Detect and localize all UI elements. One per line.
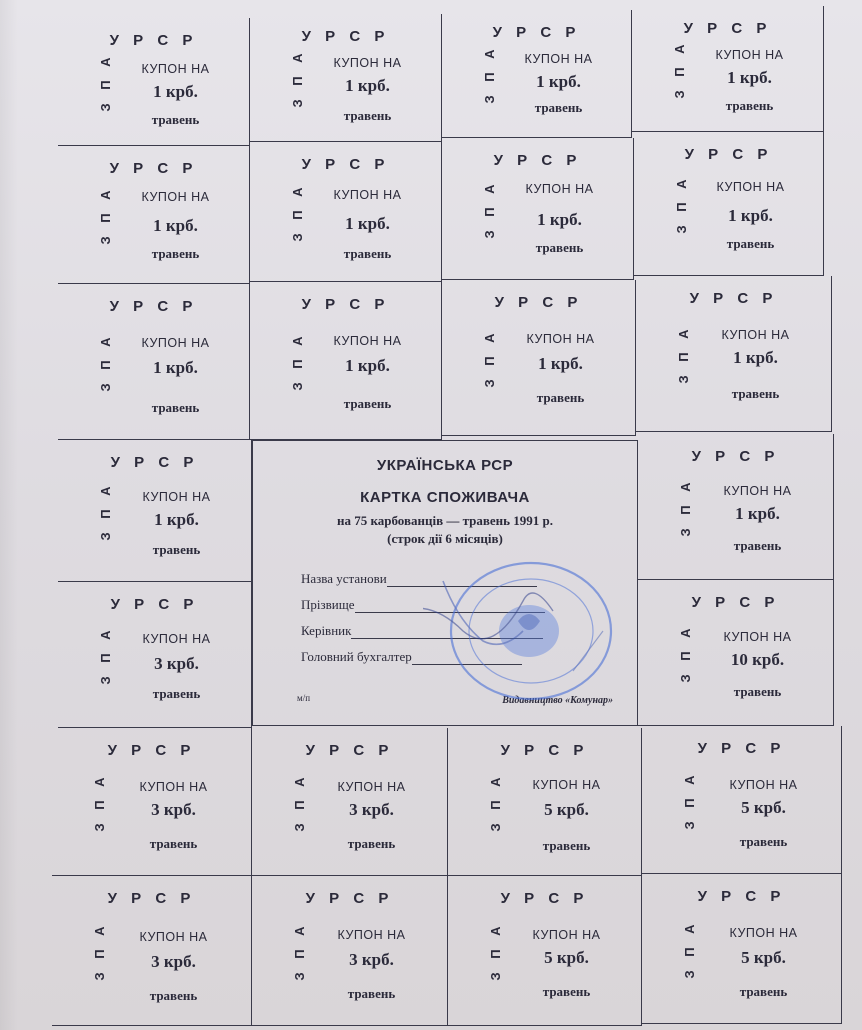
coupon-month: травень — [347, 836, 396, 851]
card-subtitle: КАРТКА СПОЖИВАЧА — [360, 489, 530, 506]
coupon-label: КУПОН НА — [721, 328, 790, 342]
coupon-month: травень — [347, 986, 396, 1001]
coupon-r2c4 — [634, 132, 824, 276]
coupon-header: У Р С Р — [691, 448, 780, 465]
coupon-amount: 1 крб. — [345, 356, 390, 375]
coupon-r6c2 — [252, 728, 448, 876]
coupon-header: У Р С Р — [500, 890, 589, 907]
coupon-header: У Р С Р — [683, 20, 772, 37]
coupon-side-label: З П А — [98, 184, 114, 245]
coupon-r6c4 — [642, 726, 842, 874]
coupon-header: У Р С Р — [110, 596, 199, 613]
coupon-r6c3 — [448, 728, 642, 876]
coupon-month: травень — [535, 240, 584, 255]
coupon-label: КУПОН НА — [723, 484, 792, 498]
coupon-side-label: З П А — [674, 173, 690, 234]
coupon-label: КУПОН НА — [139, 930, 208, 944]
coupon-month: травень — [343, 396, 392, 411]
coupon-amount: 5 крб. — [741, 948, 786, 967]
coupon-header: У Р С Р — [697, 740, 786, 757]
coupon-side-label: З П А — [92, 771, 108, 832]
coupon-side-label: З П А — [488, 920, 504, 981]
coupon-month: травень — [731, 386, 780, 401]
coupon-r2c2 — [250, 142, 442, 282]
coupon-side-label: З П А — [678, 622, 694, 683]
coupon-side-label: З П А — [682, 769, 698, 830]
coupon-label: КУПОН НА — [524, 52, 593, 66]
coupon-r1c1 — [58, 18, 250, 146]
coupon-month: травень — [725, 98, 774, 113]
coupon-side-label: З П А — [482, 327, 498, 388]
coupon-side-label: З П А — [676, 323, 692, 384]
coupon-header: У Р С Р — [107, 890, 196, 907]
coupon-r3c4 — [636, 276, 832, 432]
coupon-amount: 3 крб. — [154, 654, 199, 673]
coupon-r5c4 — [638, 580, 834, 726]
coupon-amount: 3 крб. — [349, 950, 394, 969]
coupon-label: КУПОН НА — [526, 332, 595, 346]
coupon-label: КУПОН НА — [333, 56, 402, 70]
field-manager-label: Керівник — [301, 623, 352, 638]
coupon-header: У Р С Р — [110, 454, 199, 471]
coupon-month: травень — [739, 834, 788, 849]
coupon-amount: 1 крб. — [728, 206, 773, 225]
coupon-amount: 1 крб. — [153, 358, 198, 377]
coupon-side-label: З П А — [682, 918, 698, 979]
coupon-label: КУПОН НА — [141, 190, 210, 204]
coupon-amount: 1 крб. — [727, 68, 772, 87]
coupon-label: КУПОН НА — [729, 778, 798, 792]
coupon-side-label: З П А — [482, 43, 498, 104]
coupon-month: травень — [726, 236, 775, 251]
coupon-month: травень — [739, 984, 788, 999]
coupon-label: КУПОН НА — [532, 778, 601, 792]
coupon-side-label: З П А — [290, 47, 306, 108]
coupon-r4c4 — [638, 434, 834, 580]
coupon-r7c3 — [448, 876, 642, 1026]
field-surname-label: Прізвище — [301, 597, 355, 612]
coupon-amount: 1 крб. — [153, 216, 198, 235]
official-stamp-icon — [423, 551, 613, 711]
coupon-r1c3 — [442, 10, 632, 138]
coupon-side-label: З П А — [678, 476, 694, 537]
coupon-amount: 1 крб. — [537, 210, 582, 229]
coupon-side-label: З П А — [488, 771, 504, 832]
coupon-r7c1 — [52, 876, 252, 1026]
coupon-label: КУПОН НА — [141, 62, 210, 76]
coupon-label: КУПОН НА — [141, 336, 210, 350]
coupon-header: У Р С Р — [305, 742, 394, 759]
coupon-amount: 1 крб. — [538, 354, 583, 373]
coupon-month: травень — [149, 988, 198, 1003]
coupon-label: КУПОН НА — [723, 630, 792, 644]
coupon-amount: 5 крб. — [741, 798, 786, 817]
coupon-r6c1 — [52, 728, 252, 876]
coupon-label: КУПОН НА — [715, 48, 784, 62]
coupon-header: У Р С Р — [689, 290, 778, 307]
coupon-r1c2 — [250, 14, 442, 142]
coupon-r5c1 — [58, 582, 252, 728]
coupon-label: КУПОН НА — [532, 928, 601, 942]
coupon-amount: 3 крб. — [151, 952, 196, 971]
consumer-card — [252, 440, 638, 726]
coupon-amount: 1 крб. — [733, 348, 778, 367]
coupon-month: травень — [534, 100, 583, 115]
coupon-label: КУПОН НА — [333, 334, 402, 348]
coupon-side-label: З П А — [290, 330, 306, 391]
coupon-header: У Р С Р — [301, 28, 390, 45]
coupon-header: У Р С Р — [493, 152, 582, 169]
coupon-header: У Р С Р — [492, 24, 581, 41]
coupon-amount: 1 крб. — [536, 72, 581, 91]
coupon-header: У Р С Р — [500, 742, 589, 759]
coupon-header: У Р С Р — [494, 294, 583, 311]
coupon-r3c1 — [58, 284, 250, 440]
coupon-label: КУПОН НА — [525, 182, 594, 196]
coupon-label: КУПОН НА — [333, 188, 402, 202]
coupon-side-label: З П А — [98, 480, 114, 541]
coupon-month: травень — [343, 246, 392, 261]
card-value-line: на 75 карбованців — травень 1991 р. — [336, 513, 554, 528]
coupon-label: КУПОН НА — [337, 780, 406, 794]
coupon-month: травень — [149, 836, 198, 851]
coupon-r3c3 — [442, 280, 636, 436]
coupon-label: КУПОН НА — [139, 780, 208, 794]
coupon-amount: 3 крб. — [349, 800, 394, 819]
coupon-month: травень — [151, 112, 200, 127]
field-institution-label: Назва установи — [301, 571, 387, 586]
coupon-header: У Р С Р — [109, 32, 198, 49]
card-title: УКРАЇНСЬКА РСР — [376, 457, 514, 474]
coupon-header: У Р С Р — [697, 888, 786, 905]
coupon-r4c1 — [58, 440, 252, 582]
coupon-r2c1 — [58, 146, 250, 284]
coupon-side-label: З П А — [290, 181, 306, 242]
publisher-label: Видавництво «Комунар» — [502, 695, 613, 706]
coupon-month: травень — [542, 838, 591, 853]
coupon-side-label: З П А — [672, 38, 688, 99]
coupon-side-label: З П А — [98, 624, 114, 685]
coupon-amount: 1 крб. — [154, 510, 199, 529]
coupon-r2c3 — [442, 138, 634, 280]
coupon-amount: 5 крб. — [544, 948, 589, 967]
coupon-header: У Р С Р — [301, 296, 390, 313]
coupon-side-label: З П А — [482, 178, 498, 239]
coupon-r3c2 — [250, 282, 442, 440]
coupon-label: КУПОН НА — [337, 928, 406, 942]
coupon-amount: 1 крб. — [735, 504, 780, 523]
coupon-side-label: З П А — [98, 331, 114, 392]
coupon-month: травень — [542, 984, 591, 999]
coupon-amount: 10 крб. — [730, 650, 785, 669]
coupon-side-label: З П А — [98, 51, 114, 112]
coupon-amount: 1 крб. — [153, 82, 198, 101]
coupon-r1c4 — [632, 6, 824, 132]
coupon-month: травень — [343, 108, 392, 123]
coupon-header: У Р С Р — [109, 160, 198, 177]
coupon-label: КУПОН НА — [142, 632, 211, 646]
coupon-month: травень — [151, 246, 200, 261]
coupon-header: У Р С Р — [109, 298, 198, 315]
seal-place-label: м/п — [297, 693, 311, 703]
coupon-side-label: З П А — [292, 920, 308, 981]
coupon-header: У Р С Р — [684, 146, 773, 163]
coupon-month: травень — [733, 538, 782, 553]
coupon-month: травень — [151, 400, 200, 415]
coupon-label: КУПОН НА — [729, 926, 798, 940]
coupon-header: У Р С Р — [107, 742, 196, 759]
coupon-side-label: З П А — [292, 771, 308, 832]
coupon-amount: 3 крб. — [151, 800, 196, 819]
coupon-amount: 1 крб. — [345, 214, 390, 233]
coupon-month: травень — [733, 684, 782, 699]
coupon-side-label: З П А — [92, 920, 108, 981]
coupon-header: У Р С Р — [305, 890, 394, 907]
coupon-month: травень — [536, 390, 585, 405]
coupon-amount: 1 крб. — [345, 76, 390, 95]
coupon-label: КУПОН НА — [142, 490, 211, 504]
coupon-month: травень — [152, 686, 201, 701]
field-chief-accountant-label: Головний бухгалтер — [301, 649, 412, 664]
coupon-header: У Р С Р — [301, 156, 390, 173]
coupon-r7c2 — [252, 876, 448, 1026]
card-validity: (строк дії 6 місяців) — [387, 531, 503, 546]
coupon-month: травень — [152, 542, 201, 557]
coupon-label: КУПОН НА — [716, 180, 785, 194]
coupon-r7c4 — [642, 874, 842, 1024]
coupon-amount: 5 крб. — [544, 800, 589, 819]
coupon-header: У Р С Р — [691, 594, 780, 611]
